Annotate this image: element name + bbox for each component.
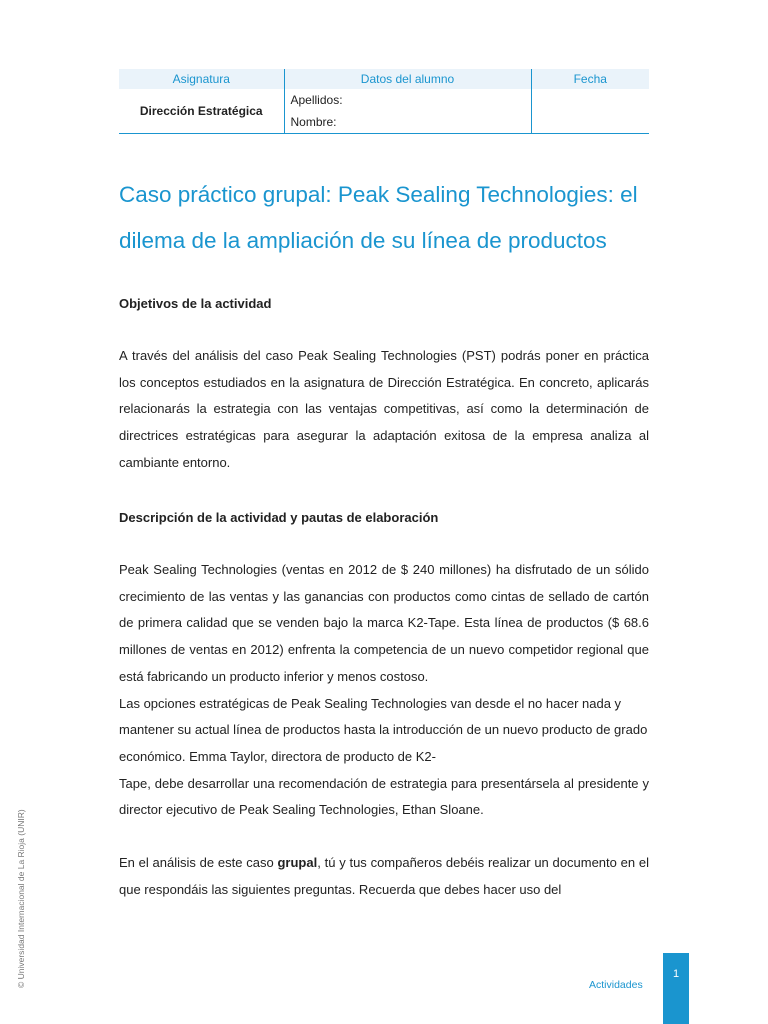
asignatura-value: Dirección Estratégica: [119, 89, 284, 134]
objetivos-paragraph: [119, 343, 649, 477]
datos-alumno-cell: [284, 89, 531, 134]
nombre-label: Nombre:: [290, 115, 337, 129]
footer-label: Actividades: [589, 979, 643, 991]
header-table: [119, 69, 649, 134]
descripcion-p2b: Tape, debe desarrollar una recomendación de estrategia para presentársela al presidente y director ejecutivo de Peak Sealing Technologies, Ethan Sloane.: [119, 775, 649, 818]
page-number: 1: [672, 968, 680, 980]
descripcion-paragraph: [119, 557, 649, 824]
apellidos-label: Apellidos:: [290, 93, 343, 107]
grupal-pre: En el análisis de este caso: [119, 855, 278, 870]
objetivos-heading: Objetivos de la actividad: [119, 296, 272, 311]
grupal-bold: grupal: [277, 855, 318, 870]
header-col-fecha: Fecha: [531, 69, 649, 89]
copyright-note: © Universidad Internacional de La Rioja (UNIR): [16, 809, 26, 988]
objetivos-text: A través del análisis del caso Peak Sealing Technologies (PST) podrás poner en práctica los conceptos estudiados en la asignatura de Dirección Estratégica. En concreto, aplicarás relacionarás la estrategia con las ventajas competitivas, así como la determinación de directrices estratégicas para asegurar la adaptación exitosa de la empresa analiza al cambiante entorno.: [119, 348, 649, 470]
grupal-post: , tú y tus compañeros debéis realizar un documento en el que respondáis las siguientes preguntas. Recuerda que debes hacer uso del: [119, 855, 649, 897]
page-title: Caso práctico grupal: Peak Sealing Technologies: el dilema de la ampliación de su línea de productos: [119, 182, 638, 253]
header-col-asignatura: Asignatura: [119, 69, 284, 89]
header-col-datos: Datos del alumno: [284, 69, 531, 89]
fecha-cell: [531, 89, 649, 134]
page-number-tab: [663, 953, 689, 1024]
descripcion-p1: Peak Sealing Technologies (ventas en 2012 de $ 240 millones) ha disfrutado de un sólido crecimiento de las ventas y las ganancias con productos como cintas de sellado de cartón de primera calidad que se venden bajo la marca K2-Tape. Esta línea de productos ($ 68.6 millones de ventas en 2012) enfrenta la competencia de un nuevo competidor regional que está fabricando un producto inferior y menos costoso.: [119, 562, 649, 684]
descripcion-p2a: Las opciones estratégicas de Peak Sealing Technologies van desde el no hacer nada y mantener su actual línea de productos hasta la introducción de un nuevo producto de grado económico. Emma Taylor, directora de producto de K2-: [119, 695, 648, 764]
grupal-paragraph: [119, 850, 649, 903]
descripcion-heading: Descripción de la actividad y pautas de elaboración: [119, 510, 439, 525]
grupal-text: [119, 850, 649, 903]
